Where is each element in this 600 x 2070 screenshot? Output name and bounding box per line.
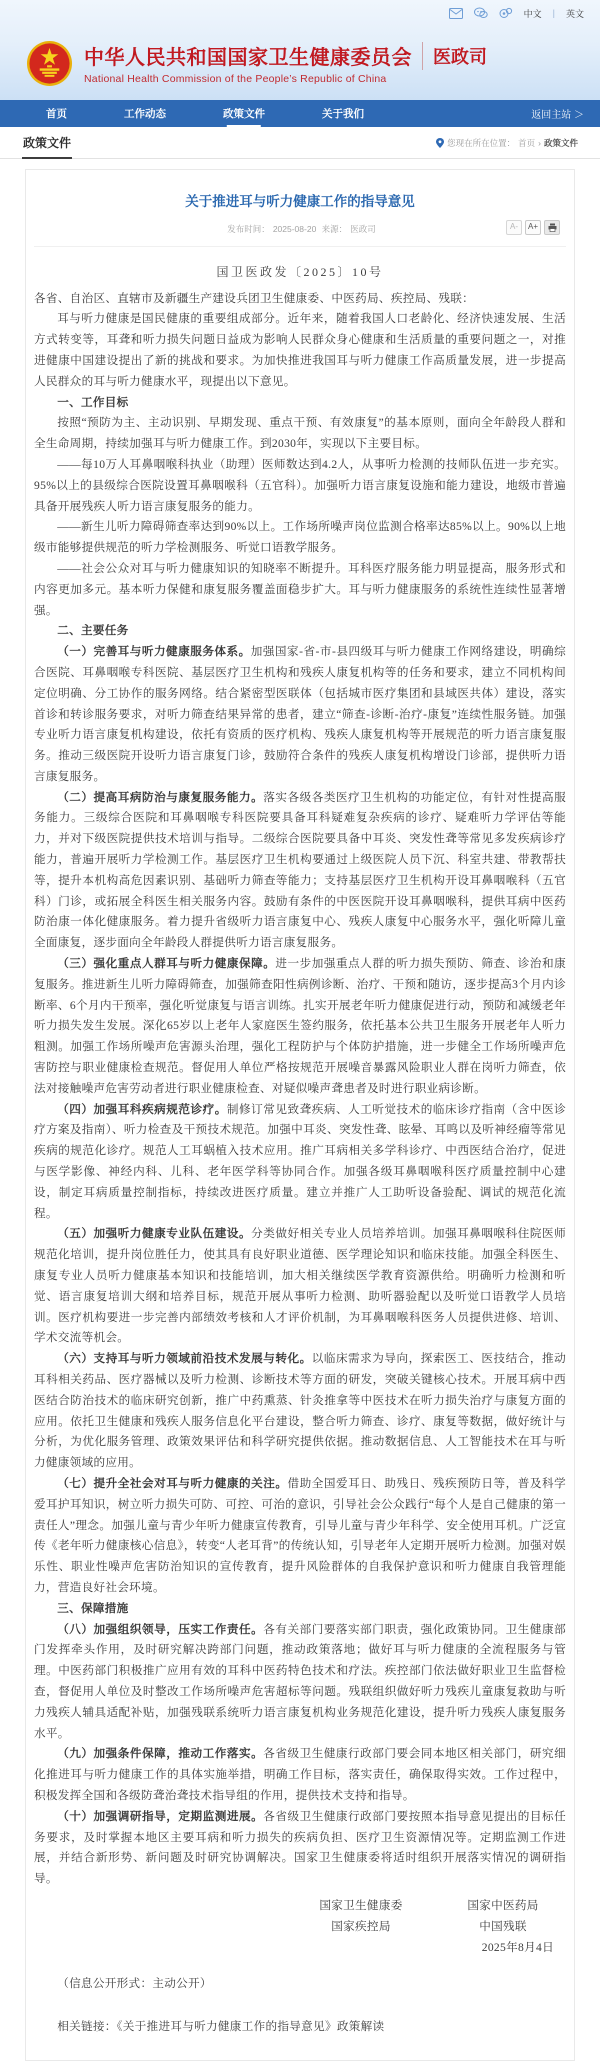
nav-tab-label: 政策文件	[223, 108, 265, 120]
signer-cdc: 国家疾控局	[331, 1919, 391, 1933]
breadcrumb-location-label: 您现在所在位置：	[447, 138, 516, 148]
paragraph-lead: （六）支持耳与听力领域前沿技术发展与转化。	[57, 1352, 312, 1366]
document-number: 国卫医政发〔2025〕10号	[216, 264, 384, 279]
lang-zh-link[interactable]: 中文	[523, 8, 542, 19]
document-paragraph	[34, 517, 566, 559]
signer-cdpf: 中国残联	[479, 1919, 527, 1933]
paragraph-lead: 二、主要任务	[57, 624, 129, 638]
nav-tab[interactable]	[124, 100, 166, 127]
document-paragraph	[34, 1807, 566, 1890]
weibo-share-icon[interactable]	[499, 7, 513, 19]
publish-label: 发布时间：	[227, 223, 270, 234]
paragraph-text: 各有关部门要落实部门职责，强化政策协同。卫生健康部门发挥牵头作用，及时研究解决跨部门问题，推动政策落地；做好耳与听力健康的全流程服务与管理。中医药部门积极推广应用有效的耳科中医药特色技术和疗法。疾控部门依法做好职业卫生监督检查，督促用人单位及时整改工作场所噪声危害超标等问题。残联组织做好听力残疾儿童康复救助与听力残疾人辅具适配补贴，加强残联系统听力语言康复机构业务规范化建设，提升听力残疾人康复服务水平。	[34, 1622, 566, 1740]
paragraph-lead: （七）提升全社会对耳与听力健康的关注。	[57, 1476, 288, 1490]
signature-block	[34, 1895, 566, 1958]
article-meta	[34, 223, 566, 247]
font-decrease-button[interactable]: A-	[506, 220, 522, 235]
document-paragraph	[34, 1744, 566, 1806]
site-header	[0, 26, 600, 100]
document-paragraph	[34, 1599, 566, 1620]
paragraph-text: 借助全国爱耳日、助残日、残疾预防日等，普及科学爱耳护耳知识，树立听力损失可防、可控、可治的意识，引导社会公众践行“每个人是自己健康的第一责任人”理念。加强儿童与青少年听力健康宣传教育，引导儿童与青少年科学、安全使用耳机。广泛宣传《老年听力健康核心信息》，转变“人老耳背”的传统认知，引导老年人定期开展听力检测。加强对娱乐性、职业性噪声危害防治知识的宣传教育，提升风险群体的自我保护意识和听力健康自我管理能力，营造良好社会环境。	[34, 1476, 566, 1594]
paragraph-lead: （二）提高耳病防治与康复服务能力。	[57, 790, 264, 804]
related-label: 相关链接：	[57, 2019, 117, 2033]
paragraph-lead: （四）加强耳科疾病规范诊疗。	[57, 1102, 227, 1116]
document-body	[34, 289, 566, 1890]
related-links-row	[34, 2018, 566, 2034]
related-policy-interpretation-link[interactable]: 《关于推进耳与听力健康工作的指导意见》政策解读	[116, 2019, 385, 2033]
mail-icon[interactable]	[449, 8, 463, 19]
paragraph-lead: 一、工作目标	[57, 395, 129, 409]
lang-en-link[interactable]: 英文	[565, 8, 584, 19]
paragraph-text: 各省、自治区、直辖市及新疆生产建设兵团卫生健康委、中医药局、疾控局、残联：	[34, 291, 475, 305]
publish-date: 2025-08-20	[272, 223, 317, 234]
paragraph-lead: （三）强化重点人群耳与听力健康保障。	[57, 957, 276, 971]
paragraph-lead: （一）完善耳与听力健康服务体系。	[57, 645, 251, 659]
page-title: 关于推进耳与听力健康工作的指导意见	[185, 194, 415, 209]
document-paragraph	[34, 309, 566, 392]
nav-items	[46, 100, 421, 127]
wechat-icon[interactable]	[474, 7, 488, 19]
nav-tab-label: 关于我们	[322, 108, 364, 120]
paragraph-lead: （九）加强条件保障，推动工作落实。	[57, 1747, 264, 1761]
paragraph-text: 分类做好相关专业人员培养培训。加强耳鼻咽喉科住院医师规范化培训，提升岗位胜任力，使其具有良好职业道德、医学理论知识和临床技能。加强全科医生、康复专业人员听力健康基本知识和技能培训，加大相关继续医学教育资源供给。明确听力检测和听觉、语言康复培训大纲和培养目标，规范开展从事听力检测、助听器验配以及听觉口语教学人员培训。医疗机构要进一步完善内部绩效考核和人才评价机制，为耳鼻咽喉科医务人员提供进修、培训、学术交流等机会。	[34, 1227, 566, 1345]
paragraph-text: 落实各级各类医疗卫生机构的功能定位，有针对性提高服务能力。三级综合医院和耳鼻咽喉专科医院要具备耳科疑难复杂疾病的诊疗、疑难听力学评估等能力，并对下级医院提供技术培训与指导。二级综合医院要具备中耳炎、突发性聋等常见多发疾病诊疗能力，普遍开展听力学检测工作。基层医疗卫生机构要通过上级医院人员下沉、科室共建、带教帮扶等，提升本机构高危因素识别、基础听力筛查等能力；支持基层医疗卫生机构开设耳鼻咽喉科（五官科）门诊，或拓展全科医生相关服务内容。鼓励有条件的中医医院开设耳鼻咽喉科，提供耳病中医药防治康一体化健康服务。着力提升省级听力语言康复中心、残疾人康复中心服务水平，强化听障儿童全面康复，逐步面向全年龄段人群提供听力语言康复服务。	[34, 790, 566, 950]
paragraph-text: 各省级卫生健康行政部门要按照本指导意见提出的目标任务要求，及时掌握本地区主要耳病和听力损失的疾病负担、医疗卫生资源情况等。定期监测工作进展，并结合新形势、新问题及时研究协调解决。国家卫生健康委将适时组织开展落实情况的调研指导。	[34, 1809, 566, 1886]
nav-tab-label: 首页	[46, 108, 67, 120]
disclosure-note: （信息公开形式：主动公开）	[57, 1976, 212, 1990]
document-paragraph	[34, 1100, 566, 1225]
breadcrumb-current[interactable]: 政策文件	[543, 138, 578, 148]
font-increase-button[interactable]: A+	[525, 220, 541, 235]
breadcrumb-home[interactable]: 首页	[518, 138, 536, 148]
breadcrumb	[436, 137, 578, 158]
paragraph-text: 以临床需求为导向，探索医工、医技结合，推动耳科相关药品、医疗器械以及听力检测、诊断技术等方面的研发，突破关键核心技术。开展耳病中西医结合防治技术的临床研究创新，推广中药熏蒸、针灸推拿等中医技术在听力损失治疗与康复方面的应用。依托卫生健康和残疾人服务信息化平台建设，整合听力筛查、诊疗、康复等数据，做好统计与分析，为优化服务管理、政策效果评估和科学研究提供依据。推动数据信息、人工智能技术在耳与听力健康领域的应用。	[34, 1352, 566, 1470]
nav-tab[interactable]	[322, 100, 364, 127]
breadcrumb-strip	[0, 127, 600, 159]
document-paragraph	[34, 1349, 566, 1474]
national-emblem-logo	[26, 40, 73, 87]
back-to-main-site-link[interactable]: 返回主站 ＞	[531, 110, 584, 121]
paragraph-text: 加强国家-省-市-县四级耳与听力健康工作网络建设，明确综合医院、耳鼻咽喉专科医院、基层医疗卫生机构和残疾人康复机构等的任务和要求，建立不同机构间定位明确、分工协作的服务网络。结合紧密型医联体（包括城市医疗集团和县域医共体）建设，落实首诊和转诊服务要求，对听力筛查结果异常的患者，建立“筛查-诊断-治疗-康复”连续性服务链。加强专业听力语言康复机构建设，依托有资质的医疗机构、残疾人康复机构等开展规范的听力语言康复服务。推动三级医院开设听力语言康复门诊，鼓励符合条件的残疾人康复机构增设门诊部，提供听力语言康复服务。	[34, 645, 566, 783]
nav-tab[interactable]	[46, 100, 67, 127]
paragraph-text: 耳与听力健康是国民健康的重要组成部分。近年来，随着我国人口老龄化、经济快速发展、生活方式转变等，耳聋和听力损失问题日益成为影响人民群众身心健康和生活质量的重要问题之一，对推进健康中国建设提出了新的挑战和要求。为加快推进我国耳与听力健康工作高质量发展，进一步提高人民群众的耳与听力健康水平，现提出以下意见。	[34, 312, 566, 388]
document-paragraph	[34, 413, 566, 455]
paragraph-text: 进一步加强重点人群的听力损失预防、筛查、诊治和康复服务。推进新生儿听力障碍筛查，加强筛查阳性病例诊断、治疗、干预和随访，逐步提高3个月内诊断率、6个月内干预率，强化听觉康复与语言训练。扎实开展老年听力健康促进行动，预防和减缓老年听力损失发生发展。深化65岁以上老年人家庭医生签约服务，依托基本公共卫生服务开展老年人听力粗测。加强工作场所噪声危害源头治理，强化工程防护与个体防护措施，进一步健全工作场所噪声危害防控与职业健康检查规范。督促用人单位严格按规范开展噪音暴露风险职业人群在岗听力筛查，依法对接触噪声危害劳动者进行职业健康检查、对疑似噪声聋患者及时进行职业病诊断。	[34, 957, 567, 1095]
section-title[interactable]: 政策文件	[22, 134, 72, 159]
signature-date: 2025年8月4日	[481, 1940, 554, 1954]
document-paragraph	[34, 954, 566, 1100]
nav-tab-label: 工作动态	[124, 108, 166, 120]
paragraph-lead: 三、保障措施	[57, 1601, 129, 1615]
article-card	[25, 169, 575, 2061]
paragraph-text: 制修订常见致聋疾病、人工听觉技术的临床诊疗指南（含中医诊疗方案及指南）、听力检查及干预技术规范。加强中耳炎、突发性聋、眩晕、耳鸣以及听神经瘤等常见疾病的规范化诊疗。规范人工耳蜗植入技术应用。推广耳病相关多学科诊疗、中西医结合治疗，促进与医学影像、神经内科、儿科、老年医学科等协同合作。加强各级耳鼻咽喉科医疗质量控制中心建设，制定耳病质量控制指标，持续改进医疗质量。建立并推广人工助听设备验配、调试的规范化流程。	[34, 1102, 567, 1220]
source-label: 来源：	[321, 223, 348, 234]
document-paragraph	[34, 559, 566, 621]
paragraph-text: ——每10万人耳鼻咽喉科执业（助理）医师数达到4.2人，从事听力检测的技师队伍进一步充实。95%以上的县级综合医院设置耳鼻咽喉科（五官科）。加强听力语言康复设施和能力建设，地级市普遍具备开展残疾人听力语言康复服务的能力。	[34, 457, 566, 513]
lang-separator: |	[552, 8, 555, 18]
location-pin-icon	[436, 138, 444, 148]
article-toolbar	[506, 220, 560, 235]
breadcrumb-separator: ›	[538, 138, 541, 148]
printer-icon	[548, 223, 557, 232]
paragraph-text: ——社会公众对耳与听力健康知识的知晓率不断提升。耳科医疗服务能力明显提高，服务形式和内容更加多元。基本听力保健和康复服务覆盖面稳步扩大。耳与听力健康服务的系统性连续性显著增强。	[34, 561, 566, 617]
signer-tcm: 国家中医药局	[467, 1898, 539, 1912]
site-hero	[0, 0, 600, 100]
signer-nhc: 国家卫生健康委	[319, 1898, 403, 1912]
document-paragraph	[34, 1620, 566, 1745]
org-name-en: National Health Commission of the People’s Republic of China	[84, 73, 387, 85]
document-paragraph	[34, 621, 566, 642]
document-paragraph	[34, 642, 566, 788]
masthead-text	[84, 41, 487, 85]
document-paragraph	[34, 393, 566, 414]
document-paragraph	[34, 289, 566, 310]
topbar	[0, 0, 600, 26]
org-name: 中华人民共和国国家卫生健康委员会	[84, 47, 412, 69]
header-divider	[422, 42, 423, 70]
nav-tab[interactable]	[223, 100, 265, 127]
document-paragraph	[34, 1224, 566, 1349]
paragraph-lead: （十）加强调研指导，定期监测进展。	[57, 1809, 264, 1823]
paragraph-text: ——新生儿听力障碍筛查率达到90%以上。工作场所噪声岗位监测合格率达85%以上。90%以上地级市能够提供规范的听力学检测服务、听觉口语教学服务。	[34, 520, 566, 555]
dept-name: 医政司	[433, 46, 487, 67]
source-value: 医政司	[350, 223, 376, 234]
paragraph-text: 各省级卫生健康行政部门要会同本地区相关部门，研究细化推进耳与听力健康工作的具体实施举措，明确工作目标，落实责任，确保取得实效。工作过程中，积极发挥全国和各级防聋治聋技术指导组的作用，提供技术支持和指导。	[34, 1747, 566, 1802]
document-paragraph	[34, 1474, 566, 1599]
main-nav	[0, 100, 600, 127]
document-paragraph	[34, 455, 566, 517]
print-button[interactable]	[544, 220, 560, 235]
paragraph-text: 按照“预防为主、主动识别、早期发现、重点干预、有效康复”的基本原则，面向全年龄段人群和全生命周期，持续加强耳与听力健康工作。到2030年，实现以下主要目标。	[34, 416, 566, 451]
document-paragraph	[34, 788, 566, 954]
paragraph-lead: （八）加强组织领导，压实工作责任。	[57, 1622, 264, 1636]
paragraph-lead: （五）加强听力健康专业队伍建设。	[57, 1227, 252, 1241]
